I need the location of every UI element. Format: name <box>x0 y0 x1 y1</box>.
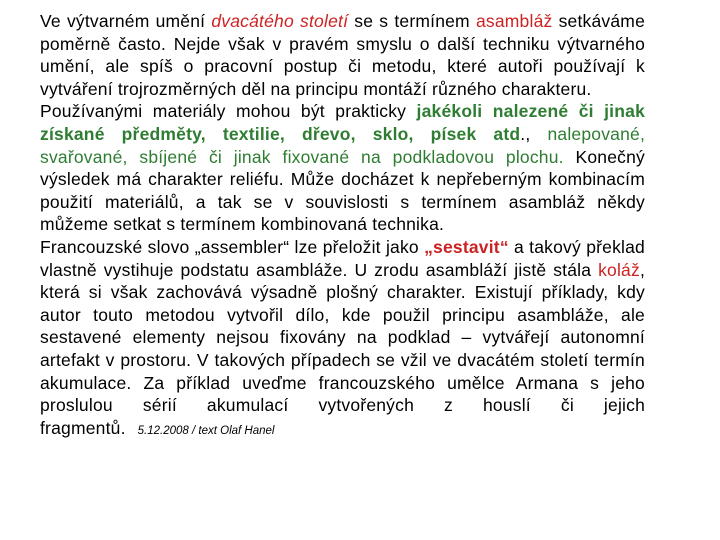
paragraph-intro <box>40 10 645 100</box>
highlight-sestavit: „sestavit“ <box>424 236 509 257</box>
signature: 5.12.2008 / text Olaf Hanel <box>137 424 275 437</box>
paragraph-etymology-text-1: Francouzské slovo „assembler“ lze přeložit jako <box>40 236 425 257</box>
highlight-twentieth-century: dvacátého století <box>211 11 349 31</box>
paragraph-materials <box>40 100 645 236</box>
paragraph-materials-text-2: ., <box>520 123 548 144</box>
paragraph-materials-text-1: Používanými materiály mohou být prakticky <box>40 101 417 122</box>
paragraph-etymology-text-3: , která si však zachovává výsadně plošný charakter. Existují příklady, kdy autor touto metodou vytvořil dílo, kde použil principu asambláže, ale sestavené elementy nejsou fixovány na podklad – vytvářejí autonomní artefakt v prostoru. V takových případech se vžil ve dvacátém století termín akumulace. Za příklad uveďme francouzského umělce Armana s jeho proslulou sérií akumulací vytvořených z houslí či jejich fragmentů. <box>40 259 645 438</box>
paragraph-intro-text-2: se s termínem <box>348 11 476 31</box>
highlight-found-objects: jakékoli nalezené či jinak získané předměty, textilie, dřevo, sklo, písek atd <box>40 101 645 144</box>
paragraph-intro-text-3: setkáváme poměrně často. Nejde však v pravém smyslu o další techniku výtvarného umění, ale spíš o pracovní postup či metodu, které autoři používají k vytváření trojrozměrných děl na principu montáží různého charakteru. <box>40 11 646 99</box>
highlight-assemblage: asambláž <box>475 11 553 31</box>
paragraph-materials-text-3: Konečný výsledek má charakter reliéfu. Může docházet k nepřeberným kombinacím použití materiálů, a tak se v souvislosti s termínem asambláž někdy můžeme setkat s termínem kombinovaná technika. <box>40 146 645 235</box>
highlight-fixing-methods: nalepované, svařované, sbíjené či jinak fixované na podkladovou plochu. <box>40 123 646 167</box>
paragraph-etymology <box>40 236 645 442</box>
paragraph-intro-text-1: Ve výtvarném umění <box>40 11 212 31</box>
paragraph-etymology-text-2: a takový překlad vlastně vystihuje podstatu asambláže. U zrodu asambláží jistě stála <box>40 236 645 280</box>
highlight-collage: koláž <box>598 259 640 280</box>
article-text <box>40 10 645 442</box>
